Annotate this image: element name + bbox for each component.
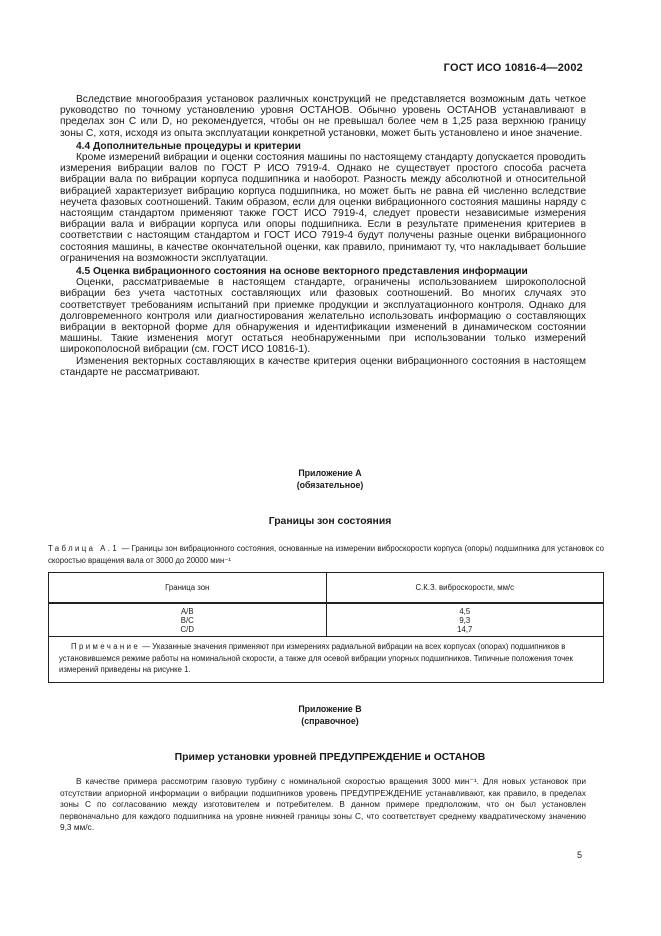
zone-boundaries-table (48, 572, 604, 683)
table-header-row (49, 573, 604, 604)
table-cell: 9,3 (459, 616, 471, 625)
table-header-boundary: Граница зон (49, 573, 327, 604)
table-caption-label: Таблица А.1 (48, 544, 120, 553)
section-4-5-text: Оценки, рассматриваемые в настоящем стандарте, ограничены использованием широкополосной вибрации без учета частотных составляющих или фазовых соотношений. Во многих случаях это соответствует требованиям испытаний при приемке продукции и эксплуатационного контроля. Однако для долговременного контроля или диагностирования желательно использовать информацию о составляющих вибрации в векторной форме для обнаружения и идентификации изменений в динамическом состоянии машины. Такие изменения могут остаться необнаруженными при использовании только измерений широкополосной вибрации (см. ГОСТ ИСО 10816-1). (60, 277, 586, 356)
annex-a-status: (обязательное) (296, 480, 364, 490)
annex-b-paragraph: В качестве примера рассмотрим газовую турбину с номинальной скоростью вращения 3000 мин⁻¹. Для новых установок при отсутствии априорной информации о вибрации подшипников уровень ПРЕДУПРЕЖДЕНИЕ устанавливают, как правило, в пределах зоны С по согласованию между изготовителем и потребителем. В данном примере предположим, что он был установлен первоначально для каждого подшипника на уровне нижней границы зоны С, что соответствует среднему квадратическому значению 9,3 мм/с. (60, 776, 586, 833)
table-note-text: — Указанные значения применяют при измерениях радиальной вибрации на всех корпусах (опорах) подшипников в установившемся режиме работы на номинальной скорости, а также для осевой вибрации упорных подшипников. Типичные положения точек измерений приведены на рисунке 1. (59, 642, 573, 674)
annex-a-title: Границы зон состояния (268, 516, 392, 527)
annex-b-label: Приложение В (298, 704, 362, 714)
table-note-label: Примечание (71, 642, 141, 651)
section-4-4-heading: 4.4 Дополнительные процедуры и критерии (76, 140, 301, 152)
table-cell: С/D (180, 625, 194, 634)
table-cell: 4,5 (459, 607, 471, 616)
annex-b-text (60, 776, 586, 834)
annex-b-status: (справочное) (301, 716, 359, 726)
table-note-row (49, 637, 604, 683)
table-boundary-column (49, 603, 327, 637)
document-code: ГОСТ ИСО 10816-4—2002 (443, 62, 583, 74)
annex-a-label: Приложение А (298, 468, 362, 478)
page-number: 5 (577, 850, 583, 860)
table-caption-text: — Границы зон вибрационного состояния, основанные на измерении виброскорости корпуса (опоры) подшипника для установок со скоростью вращения вала от 3000 до 20000 мин⁻¹ (48, 544, 604, 565)
table-caption (48, 543, 604, 566)
table-note (49, 637, 604, 683)
annex-b-title: Пример установки уровней ПРЕДУПРЕЖДЕНИЕ и ОСТАНОВ (174, 752, 486, 763)
section-4-5-heading: 4.5 Оценка вибрационного состояния на основе векторного представления информации (76, 266, 528, 278)
table-value-column (326, 603, 604, 637)
paragraph-stop-level: Вследствие многообразия установок различных конструкций не представляется возможным дать четкое руководство по точному установлению уровня ОСТАНОВ. Обычно уровень ОСТАНОВ устанавливают в пределах зон С или D, но рекомендуется, чтобы он не превышал более чем в 1,25 раза верхнюю границу зоны С, хотя, исходя из опыта эксплуатации конкретной установки, может быть установлено и иное значение. (60, 94, 586, 139)
section-4-5-text-2: Изменения векторных составляющих в качестве критерия оценки вибрационного состояния в настоящем стандарте не рассматривают. (60, 355, 586, 378)
annex-a-heading (60, 467, 600, 491)
table-header-velocity: С.К.З. виброскорости, мм/с (326, 573, 604, 604)
annex-b-heading (60, 703, 600, 727)
table-cell: В/С (180, 616, 194, 625)
table-cell: 14,7 (457, 625, 473, 634)
table-values-row (49, 603, 604, 637)
table-cell: А/В (180, 607, 194, 616)
main-text (60, 94, 586, 378)
section-4-4-text: Кроме измерений вибрации и оценки состояния машины по настоящему стандарту допускается проводить измерения вибрации валов по ГОСТ Р ИСО 7919-4. Однако не существует простого способа расчета вибрации вала по вибрации корпуса подшипника и наоборот. Разность между абсолютной и относительной вибрацией характеризует вибрацию корпуса подшипника, но может быть не равна ей численно вследствие неучета фазовых соотношений. Таким образом, если для оценки вибрационного состояния машины наряду с настоящим стандартом применяют также ГОСТ ИСО 7919-4, следует провести независимые измерения вибрации вала и вибрации корпуса или опоры подшипника. Если в результате применения критериев в соответствии с настоящим стандартом и ГОСТ ИСО 7919-4 будут получены разные оценки вибрационного состояния машины, в качестве окончательной оценки, как правило, принимают ту, что накладывает большие ограничения на возможности эксплуатации. (60, 152, 586, 264)
